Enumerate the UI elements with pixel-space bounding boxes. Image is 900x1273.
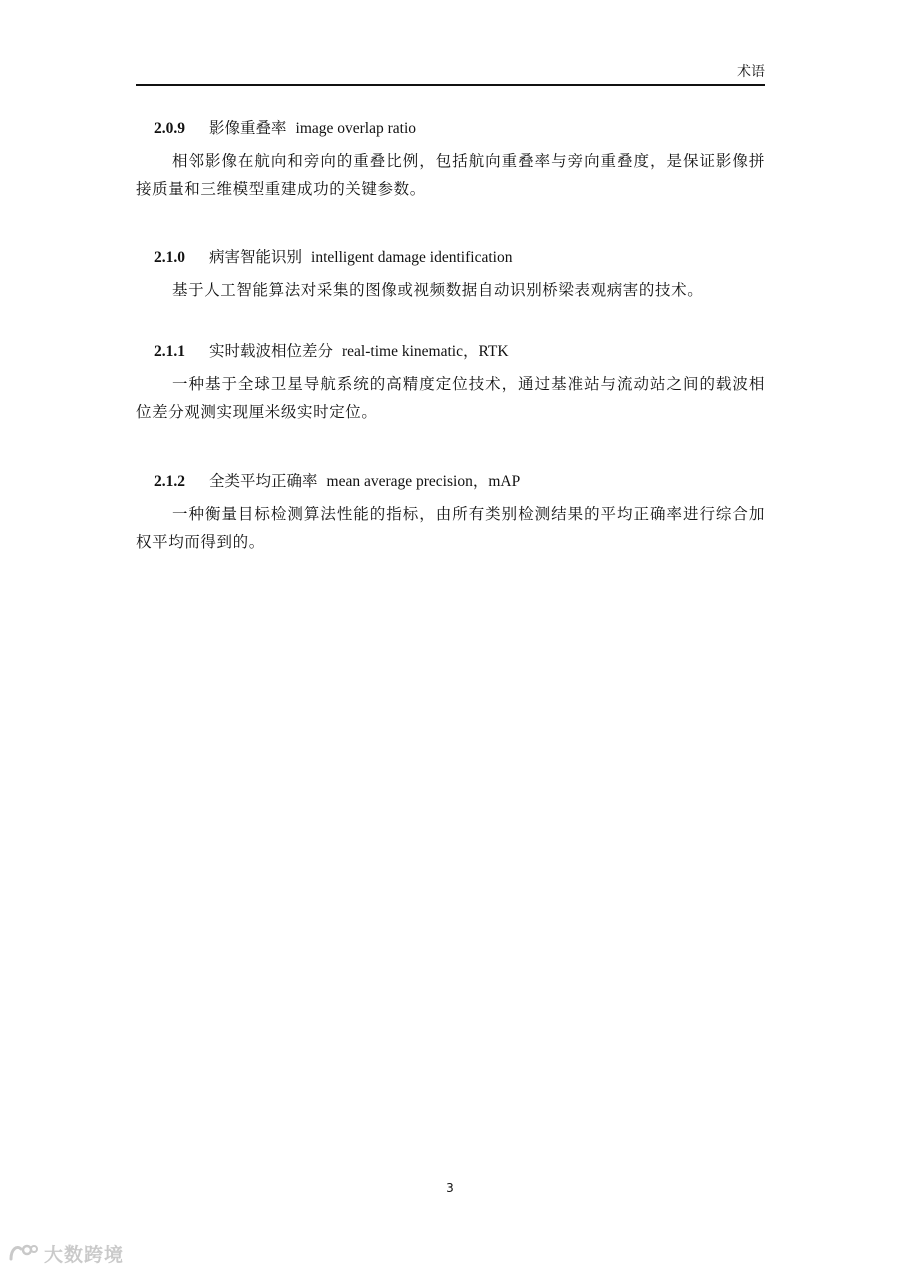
logo-icon xyxy=(8,1243,38,1263)
term-chinese-name: 病害智能识别 xyxy=(209,248,303,266)
term-number: 2.1.0 xyxy=(154,249,185,266)
term-entry xyxy=(136,470,765,556)
header-title: 术语 xyxy=(737,64,765,80)
term-number: 2.0.9 xyxy=(154,120,185,137)
term-entry xyxy=(136,117,765,203)
term-chinese-name: 影像重叠率 xyxy=(209,119,287,137)
watermark xyxy=(8,1241,124,1265)
term-heading xyxy=(136,117,765,140)
term-number: 2.1.1 xyxy=(154,343,185,360)
term-chinese-name: 全类平均正确率 xyxy=(209,472,318,490)
page-number: 3 xyxy=(446,1181,454,1195)
term-definition: 一种衡量目标检测算法性能的指标，由所有类别检测结果的平均正确率进行综合加权平均而得到的。 xyxy=(136,505,765,551)
term-heading xyxy=(136,470,765,493)
term-definition: 相邻影像在航向和旁向的重叠比例，包括航向重叠率与旁向重叠度，是保证影像拼接质量和三维模型重建成功的关键参数。 xyxy=(136,152,765,198)
watermark-text: 大数跨境 xyxy=(44,1243,125,1266)
term-heading xyxy=(136,246,765,269)
term-chinese-name: 实时载波相位差分 xyxy=(209,342,334,360)
term-definition: 基于人工智能算法对采集的图像或视频数据自动识别桥梁表观病害的技术。 xyxy=(172,281,704,299)
term-english-name: intelligent damage identification xyxy=(311,249,513,266)
term-definition: 一种基于全球卫星导航系统的高精度定位技术，通过基准站与流动站之间的载波相位差分观测实现厘米级实时定位。 xyxy=(136,375,765,421)
term-number: 2.1.2 xyxy=(154,473,185,490)
term-entry xyxy=(136,246,765,304)
term-heading xyxy=(136,340,765,363)
term-english-name: real-time kinematic，RTK xyxy=(342,343,509,360)
term-english-name: image overlap ratio xyxy=(295,120,417,137)
page-header xyxy=(136,62,765,86)
term-entry xyxy=(136,340,765,426)
term-english-name: mean average precision，mAP xyxy=(326,473,521,490)
